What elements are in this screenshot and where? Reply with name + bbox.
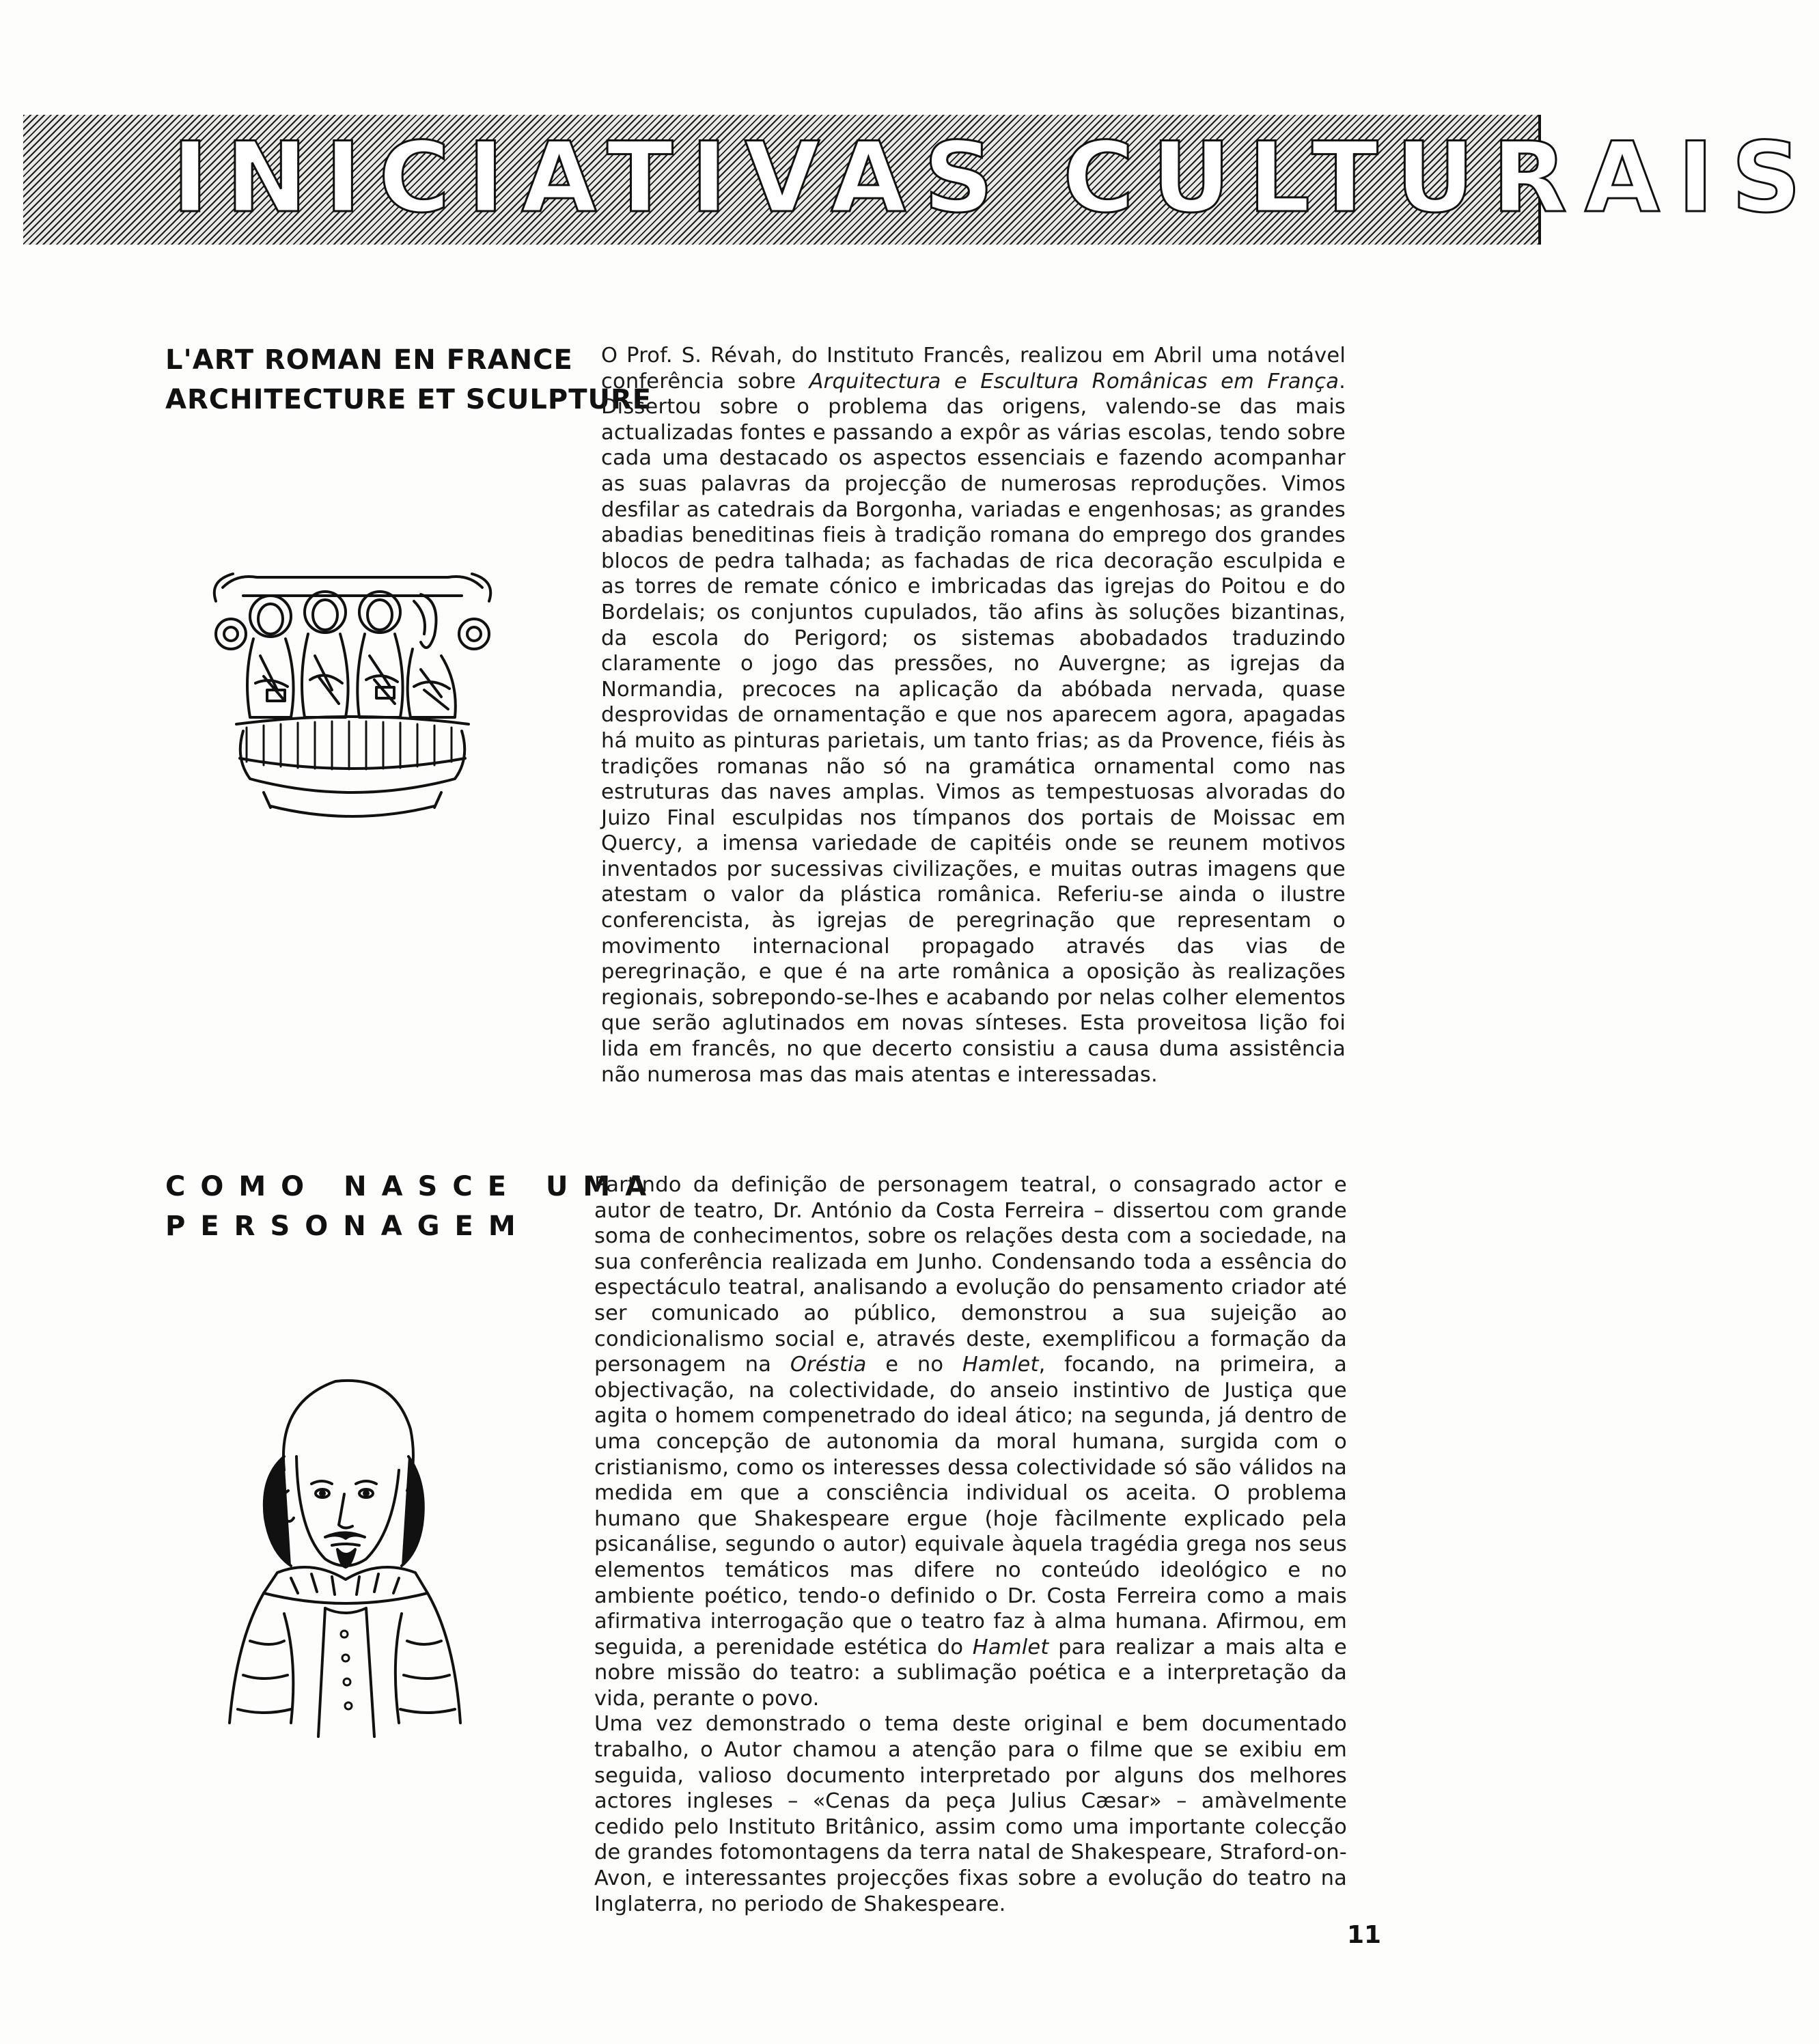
work-title-orestia: Oréstia [790, 1353, 867, 1377]
section-banner [23, 115, 1819, 245]
page-number: 11 [1347, 1921, 1382, 1949]
shakespeare-portrait-illustration [223, 1354, 462, 1737]
romanesque-capital-illustration [195, 553, 510, 840]
section1-heading-line2: ARCHITECTURE ET SCULPTURE [165, 384, 652, 415]
section2-paragraph-1 [594, 1172, 1347, 1711]
section1-lecture-title: Arquitectura e Escultura Românicas em França [809, 369, 1339, 393]
banner-title: INICIATIVAS CULTURAIS [172, 122, 1819, 234]
section2-text-b: e no [866, 1353, 962, 1377]
section2-text-c: , focando, na primeira, a objectivação, na colectividade, do anseio instintivo de Justiça que agita o homem compenetrado do ideal ático; na segunda, já dentro de uma concepção de autonomia da moral humana, surgida com o cristianismo, como os interesses dessa colectividade só são válidos na medida em que a consciência individual os aceita. O problema humano que Shakespeare ergue (hoje fàcilmente explicado pela psicanálise, segundo o autor) equivale àquela tragédia grega nos seus elementos temáticos mas difere no conteúdo ideológico e no ambiente poético, tendo-o definido o Dr. Costa Ferreira como a mais afirmativa interrogação que o teatro faz à alma humana. Afirmou, em seguida, a perenidade estética do [594, 1353, 1347, 1659]
work-title-hamlet-2: Hamlet [972, 1635, 1049, 1659]
section2-heading [165, 1167, 661, 1246]
section2-text-a: Partindo da definição de personagem teatral, o consagrado actor e autor de teatro, Dr. António da Costa Ferreira – dissertou com grande soma de conhecimentos, sobre os relações desta com a sociedade, na sua conferência realizada em Junho. Condensando toda a essência do espectáculo teatral, analisando a evolução do pensamento criador até ser comunicado ao público, demonstrou a sua sujeição ao condicionalismo social e, através deste, exemplificou a formação da personagem na [594, 1173, 1347, 1377]
section2-paragraph-2: Uma vez demonstrado o tema deste original e bem documentado trabalho, o Autor chamou a atenção para o filme que se exibiu em seguida, valioso documento interpretado por alguns dos melhores actores ingleses – «Cenas da peça Julius Cæsar» – amàvelmente cedido pelo Instituto Britânico, assim como uma importante colecção de grandes fotomontagens da terra natal de Shakespeare, Straford-on-Avon, e interessantes projecções fixas sobre a evolução do teatro na Inglaterra, no periodo de Shakespeare. [594, 1712, 1347, 1916]
section2-heading-line1: COMO NASCE UMA [165, 1171, 662, 1202]
section2-body [594, 1172, 1347, 1917]
section1-heading [165, 340, 652, 419]
section1-heading-line1: L'ART ROMAN EN FRANCE [165, 344, 573, 376]
section2-heading-line2: PERSONAGEM [165, 1211, 531, 1242]
section1-text-a: O Prof. S. Révah, do Instituto Francês, realizou em Abril uma notável conferência sobre [601, 344, 1346, 393]
section2-text-d: para realizar a mais alta e nobre missão do teatro: a sublimação poética e a interpretação da vida, perante o povo. [594, 1635, 1347, 1711]
section1-body [601, 343, 1346, 1088]
section1-text-b: . Dissertou sobre o problema das origens, valendo-se das mais actualizadas fontes e passando a expôr as várias escolas, tendo sobre cada uma destacado os aspectos essenciais e fazendo acompanhar as suas palavras da projecção de numerosas reproduções. Vimos desfilar as catedrais da Borgonha, variadas e engenhosas; as grandes abadias beneditinas fieis à tradição romana do emprego dos grandes blocos de pedra talhada; as fachadas de rica decoração esculpida e as torres de remate cónico e imbricadas das igrejas do Poitou e do Bordelais; os conjuntos cupulados, tão afins às soluções bizantinas, da escola do Perigord; os sistemas abobadados traduzindo claramente o jogo das pressões, no Auvergne; as igrejas da Normandia, precoces na aplicação da abóbada nervada, quase desprovidas de ornamentação e que nos aparecem agora, apagadas há muito as pinturas parietais, um tanto frias; as da Provence, fiéis às tradições romanas não só na gramática ornamental como nas estruturas das naves amplas. Vimos as tempestuosas alvoradas do Juizo Final esculpidas nos tímpanos dos portais de Moissac em Quercy, a imensa variedade de capitéis onde se reunem motivos inventados por sucessivas civilizações, e muitas outras imagens que atestam o valor da plástica românica. Referiu-se ainda o ilustre conferencista, às igrejas de peregrinação que representam o movimento internacional propagado através das vias de peregrinação, e que é na arte românica a oposição às realizações regionais, sobrepondo-se-lhes e acabando por nelas colher elementos que serão aglutinados em novas sínteses. Esta proveitosa lição foi lida em francês, no que decerto consistiu a causa duma assistência não numerosa mas das mais atentas e interessadas. [601, 369, 1346, 1087]
section1-paragraph [601, 343, 1346, 1088]
work-title-hamlet: Hamlet [962, 1353, 1039, 1377]
